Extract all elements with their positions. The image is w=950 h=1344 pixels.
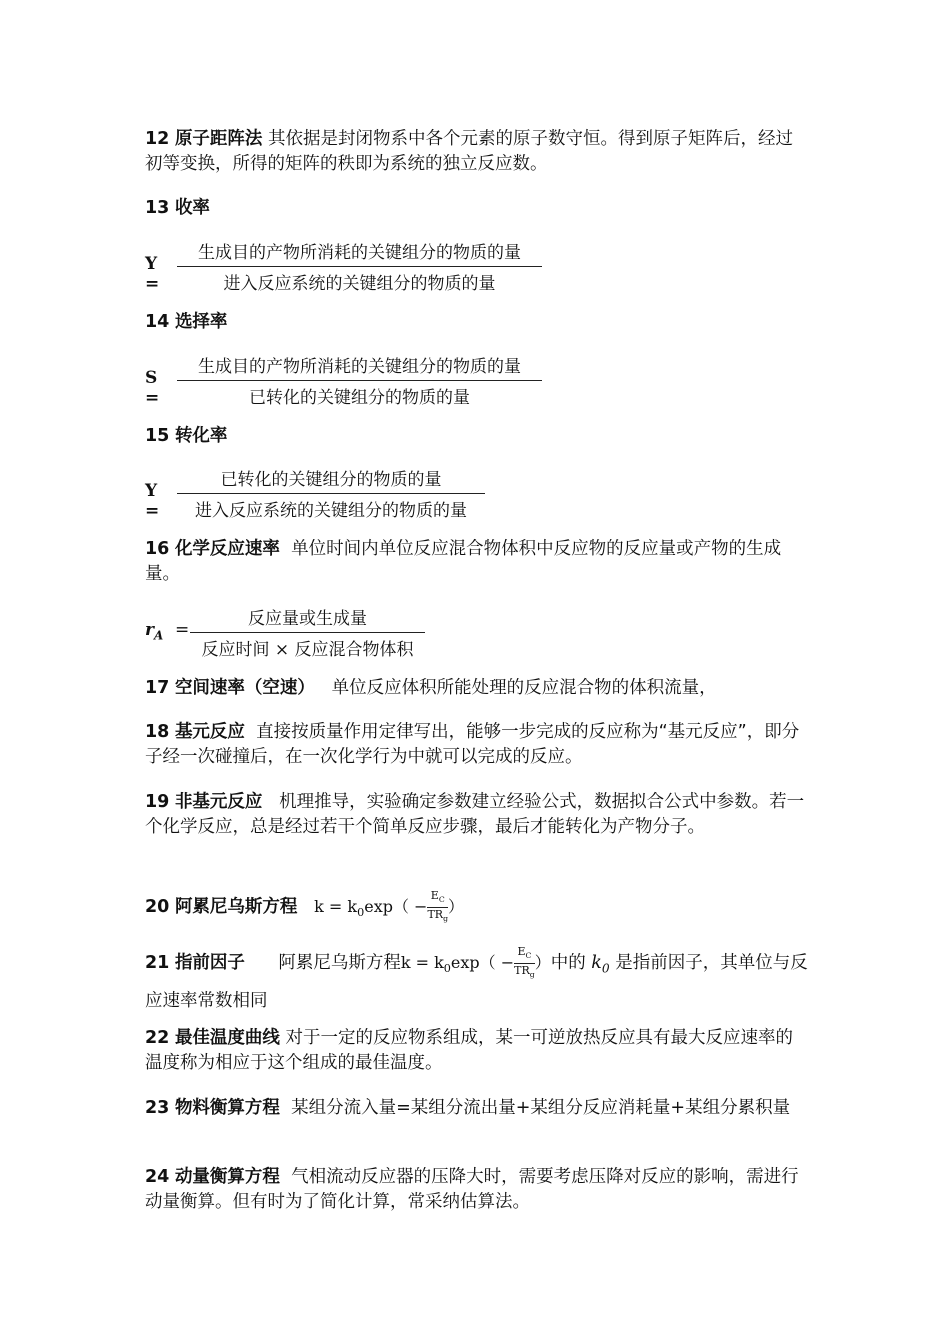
entry-number: 24 [145,1167,170,1187]
entry-term: 动量衡算方程 [174,1167,280,1187]
entry-description: 机理推导，实验确定参数建立经验公式，数据拟合公式中参数。若一个化学反应，总是经过若干个简单反应步骤，最后才能转化为产物分子。 [145,792,805,837]
entry-number: 22 [145,1028,170,1048]
entry-term: 指前因子 [174,953,245,974]
entry-description-b: 中的 [550,953,586,974]
fraction-denominator: 进入反应系统的关键组分的物质的量 [223,274,496,294]
entry-term: 阿累尼乌斯方程 [174,897,298,918]
entry-16 [145,537,810,587]
formula-fraction [190,604,425,660]
formula-lhs: Y = [145,481,160,521]
formula-equals: = [175,620,190,640]
entry-number: 15 [145,426,170,446]
entry-number: 17 [145,678,170,698]
entry-number: 13 [145,198,170,218]
entry-term: 非基元反应 [174,792,263,812]
entry-number: 16 [145,539,170,559]
fraction-denominator: 已转化的关键组分的物质的量 [249,388,470,408]
entry-19 [145,790,810,840]
formula-fraction [177,238,542,294]
entry-number: 18 [145,722,170,742]
entry-term: 原子距阵法 [174,129,263,149]
fraction-bar [190,632,425,633]
formula-fraction [177,465,485,521]
entry-description: 某组分流入量=某组分流出量+某组分反应消耗量+某组分累积量 [291,1098,791,1118]
entry-term: 最佳温度曲线 [174,1028,280,1048]
fraction-numerator: 反应量或生成量 [248,609,367,629]
entry-23 [145,1096,810,1121]
entry-24 [145,1165,810,1215]
fraction-denominator: 反应时间 × 反应混合物体积 [201,640,414,660]
entry-20 [145,890,810,925]
entry-14 [145,310,810,335]
entry-description-c: 是指前因子，其单位与反应速率常数相同 [145,953,808,1012]
fraction-denominator: 进入反应系统的关键组分的物质的量 [195,501,467,521]
arrhenius-equation-inline: $k = k_0\exp( -E_C$ $TR_g$） [400,945,551,980]
k0-symbol: $k_0$ [591,953,610,976]
formula-lhs: $r_A$ [145,620,164,643]
exponent-fraction: $E_C$ $TR_g$ [427,889,449,924]
entry-term: 基元反应 [174,722,245,742]
entry-description-a: 阿累尼乌斯方程 [278,953,401,974]
entry-description: 单位反应体积所能处理的反应混合物的体积流量， [331,678,717,698]
entry-17 [145,676,810,701]
entry-21 [145,946,810,1017]
entry-number: 14 [145,312,170,332]
entry-term: 选择率 [174,312,228,332]
entry-15 [145,424,810,449]
entry-description: 对于一定的反应物系组成，某一可逆放热反应具有最大反应速率的温度称为相应于这个组成的最佳温度。 [145,1028,794,1073]
entry-number: 20 [145,897,170,918]
entry-12 [145,127,810,177]
entry-term: 空间速率（空速） [174,678,315,698]
fraction-numerator: 生成目的产物所消耗的关键组分的物质的量 [198,243,521,263]
entry-description: 单位时间内单位反应混合物体积中反应物的反应量或产物的生成量。 [145,539,782,584]
entry-number: 19 [145,792,170,812]
entry-description: 直接按质量作用定律写出，能够一步完成的反应称为“基元反应”，即分子经一次碰撞后，在一次化学行为中就可以完成的反应。 [145,722,800,767]
formula-fraction [177,352,542,408]
arrhenius-equation: $k = k_0\exp( -E_C$ $TR_g$） [314,889,465,924]
entry-term: 收率 [174,198,210,218]
entry-number: 12 [145,129,170,149]
entry-term: 物料衡算方程 [174,1098,280,1118]
entry-number: 23 [145,1098,170,1118]
fraction-numerator: 已转化的关键组分的物质的量 [220,470,442,490]
entry-13 [145,196,810,221]
formula-lhs: Y = [145,254,160,294]
entry-term: 转化率 [174,426,228,446]
entry-term: 化学反应速率 [174,539,280,559]
fraction-numerator: 生成目的产物所消耗的关键组分的物质的量 [198,357,521,377]
fraction-bar [177,266,542,267]
entry-18 [145,720,810,770]
entry-22 [145,1026,810,1076]
fraction-bar [177,380,542,381]
entry-number: 21 [145,953,170,974]
entry-description: 气相流动反应器的压降大时，需要考虑压降对反应的影响，需进行动量衡算。但有时为了简化计算，常采纳估算法。 [145,1167,799,1212]
formula-lhs: S = [145,368,160,408]
entry-description: 其依据是封闭物系中各个元素的原子数守恒。得到原子矩阵后，经过初等变换，所得的矩阵的秩即为系统的独立反应数。 [145,129,794,174]
fraction-bar [177,493,485,494]
